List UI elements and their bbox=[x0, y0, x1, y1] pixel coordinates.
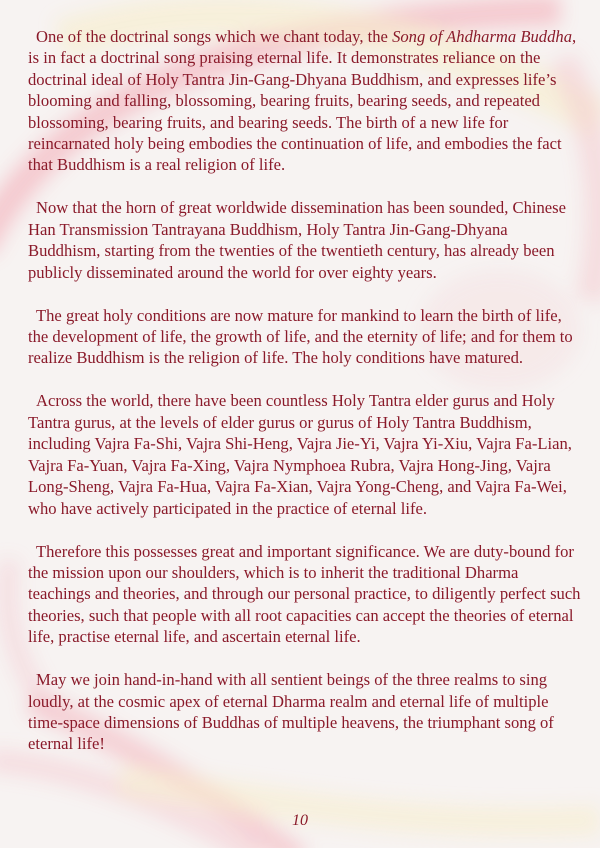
paragraph-gurus-list: Across the world, there have been countless Holy Tantra elder gurus and Holy Tantra gurus, at the levels of elder gurus or gurus of Holy Tantra Buddhism, including Vajra Fa-Shi, Vajra Shi-Heng, Vajra Jie-Yi, Vajra Yi-Xiu, Vajra Fa-Lian, Vajra Fa-Yuan, Vajra Fa-Xing, Vajra Nymphoea Rubra, Vajra Hong-Jing, Vajra Long-Sheng, Vajra Fa-Hua, Vajra Fa-Xian, Vajra Yong-Cheng, and Vajra Fa-Wei, who have actively participated in the practice of eternal life. bbox=[28, 391, 572, 518]
paragraph-closing-wish: May we join hand-in-hand with all sentient beings of the three realms to sing loudly, at the cosmic apex of eternal Dharma realm and eternal life of multiple time-space dimensions of Buddhas of multiple heavens, the triumphant song of eternal life! bbox=[28, 670, 554, 754]
paragraph-significance: Therefore this possesses great and important significance. We are duty-bound for the mission upon our shoulders, which is to inherit the traditional Dharma teachings and theories, and through our personal practice, to diligently perfect such theories, such that people with all root capacities can accept the theories of eternal life, practise eternal life, and ascertain eternal life. bbox=[28, 541, 581, 647]
document-body bbox=[28, 26, 584, 776]
page-number: 10 bbox=[292, 812, 308, 829]
paragraph-song-of-ahdharma-buddha bbox=[28, 26, 584, 176]
paragraph-lead: One of the doctrinal songs which we chant today, the bbox=[36, 27, 393, 46]
song-title: Song of Ahdharma Buddha bbox=[392, 27, 572, 46]
paragraph-holy-conditions: The great holy conditions are now mature for mankind to learn the birth of life, the development of life, the growth of life, and the eternity of life; and for them to realize Buddhism is the religion of life. The holy conditions have matured. bbox=[28, 305, 573, 368]
paragraph-text: , is in fact a doctrinal song praising eternal life. It demonstrates reliance on the doctrinal ideal of Holy Tantra Jin-Gang-Dhyana Buddhism, and expresses life’s blooming and falling, blossoming, bearing fruits, bearing seeds, and repeated blossoming, bearing fruits, and bearing seeds. The birth of a new life for reincarnated holy being embodies the continuation of life, and embodies the fact that Buddhism is a real religion of life. bbox=[28, 27, 577, 175]
paragraph-worldwide-dissemination: Now that the horn of great worldwide dissemination has been sounded, Chinese Han Transmission Tantrayana Buddhism, Holy Tantra Jin-Gang-Dhyana Buddhism, starting from the twenties of the twentieth century, has already been publicly disseminated around the world for over eighty years. bbox=[28, 198, 566, 282]
